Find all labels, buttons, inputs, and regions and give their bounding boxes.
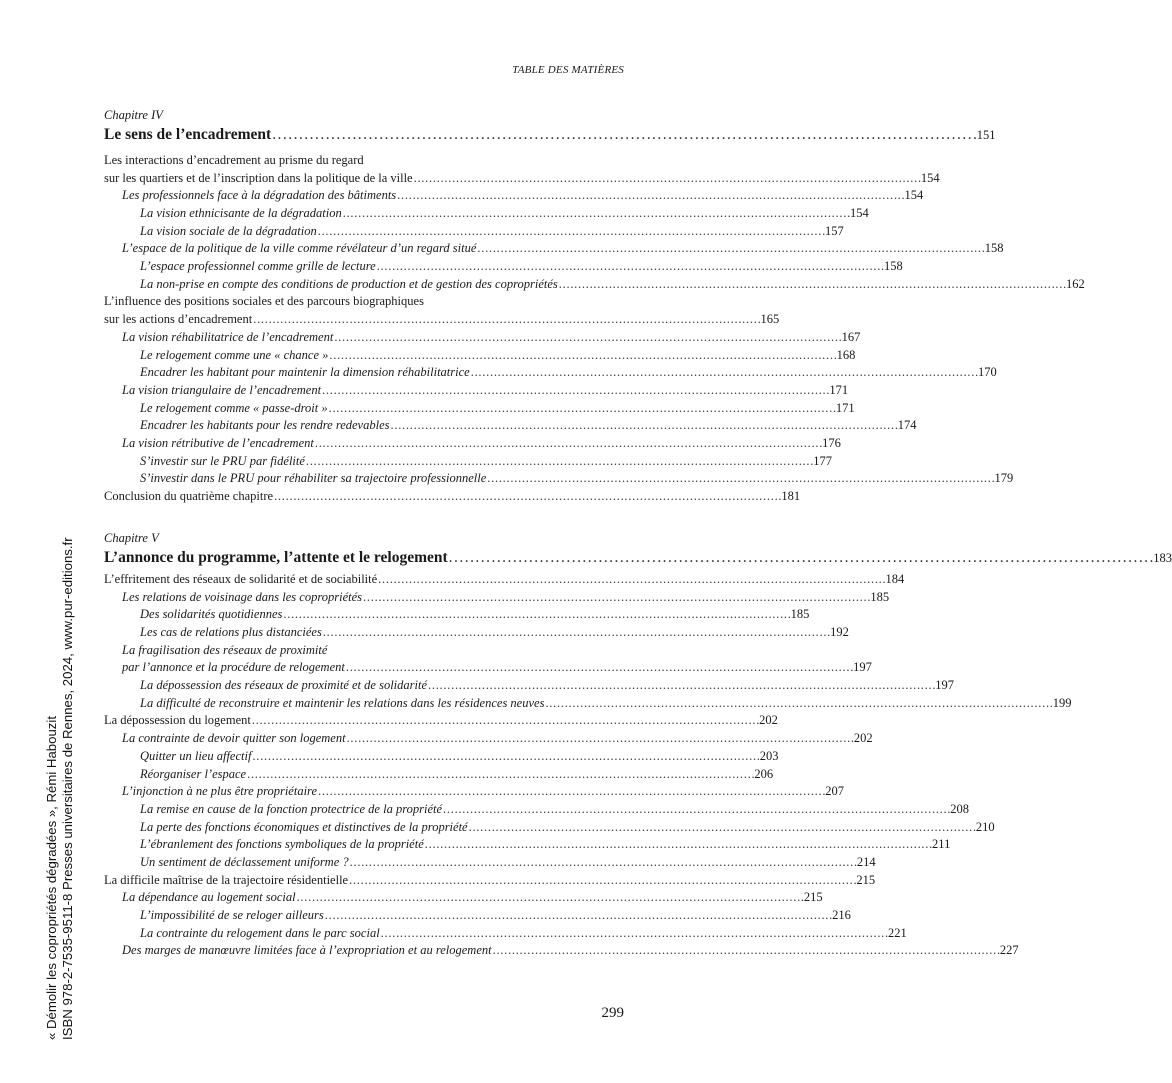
chapter-label: Chapitre V bbox=[104, 531, 159, 545]
toc-page-number: 165 bbox=[760, 312, 780, 327]
toc-entry[interactable]: L’ébranlement des fonctions symboliques de la propriété . . . 211 bbox=[104, 836, 624, 854]
toc-page-number: 168 bbox=[836, 347, 856, 362]
toc-entry[interactable]: Réorganiser l’espace . . . 206 bbox=[104, 766, 624, 784]
toc-entry[interactable]: La contrainte de devoir quitter son logement . . . 202 bbox=[104, 730, 624, 748]
toc-entry[interactable]: L’espace professionnel comme grille de lecture . . . 158 bbox=[104, 258, 624, 276]
chapter-title: L’annonce du programme, l’attente et le relogement . . . 183 bbox=[104, 547, 624, 569]
chapter-title: Le sens de l’encadrement . . . 151 bbox=[104, 124, 624, 146]
toc-page-number: 211 bbox=[932, 837, 951, 852]
toc-page-number: 185 bbox=[870, 589, 890, 604]
toc-entry[interactable]: Encadrer les habitants pour les rendre redevables . . . 174 bbox=[104, 417, 624, 435]
toc-page-number: 210 bbox=[975, 819, 995, 834]
toc-entry-line: Les interactions d’encadrement au prisme du regard bbox=[104, 152, 364, 167]
toc-entry[interactable]: S’investir dans le PRU pour réhabiliter sa trajectoire professionnelle . . . 179 bbox=[104, 470, 624, 488]
toc-entry[interactable]: La vision réhabilitatrice de l’encadrement . . . 167 bbox=[104, 329, 624, 347]
side-note-line-1: « Démolir les copropriétés dégradées », Rémi Habouzit bbox=[44, 716, 59, 1040]
toc-entries bbox=[104, 152, 1085, 506]
toc-page-number: 158 bbox=[984, 241, 1004, 256]
toc-page-number: 154 bbox=[850, 206, 869, 221]
toc-entry[interactable]: sur les actions d’encadrement . . . 165 bbox=[104, 311, 624, 329]
toc-entry[interactable]: La dépossession du logement . . . 202 bbox=[104, 713, 624, 731]
toc-page-number: 154 bbox=[904, 188, 924, 203]
toc-page-number: 206 bbox=[754, 766, 774, 781]
toc-page-number: 199 bbox=[1052, 695, 1072, 710]
toc-page-number: 154 bbox=[920, 170, 940, 185]
toc-page-number: 208 bbox=[950, 801, 970, 816]
toc-entry[interactable]: Des solidarités quotidiennes . . . 185 bbox=[104, 606, 624, 624]
toc-entry[interactable]: La dépendance au logement social . . . 215 bbox=[104, 889, 624, 907]
toc-entry[interactable]: Le relogement comme une « chance » . . . 168 bbox=[104, 347, 624, 365]
toc-entry[interactable]: Encadrer les habitant pour maintenir la dimension réhabilitatrice . . . 170 bbox=[104, 364, 624, 382]
toc-entry[interactable]: La difficulté de reconstruire et maintenir les relations dans les résidences neuves . . . 199 bbox=[104, 695, 624, 713]
toc-entry[interactable]: La remise en cause de la fonction protectrice de la propriété . . . 208 bbox=[104, 801, 624, 819]
chapter-label: Chapitre IV bbox=[104, 108, 163, 122]
page-number: 299 bbox=[601, 1005, 624, 1021]
toc-entry[interactable]: L’impossibilité de se reloger ailleurs . . . 216 bbox=[104, 907, 624, 925]
toc-page-number: 221 bbox=[887, 925, 907, 940]
copyright-side-note bbox=[44, 537, 76, 1040]
running-head: TABLE DES MATIÈRES bbox=[512, 64, 624, 76]
toc-page-number: 214 bbox=[856, 854, 876, 869]
toc-entry[interactable]: La contrainte du relogement dans le parc social . . . 221 bbox=[104, 925, 624, 943]
toc-entry[interactable]: La perte des fonctions économiques et distinctives de la propriété . . . 210 bbox=[104, 819, 624, 837]
toc-entry[interactable]: Un sentiment de déclassement uniforme ? . . . 214 bbox=[104, 854, 624, 872]
toc-entry[interactable]: La vision sociale de la dégradation . . . 157 bbox=[104, 223, 624, 241]
toc-page-number: 158 bbox=[883, 259, 903, 274]
toc-page-number: 227 bbox=[999, 943, 1019, 958]
toc-page-number: 207 bbox=[825, 784, 845, 799]
toc-entry-line: L’influence des positions sociales et des parcours biographiques bbox=[104, 294, 424, 309]
toc-page-number: 181 bbox=[781, 489, 801, 504]
toc-entry[interactable]: Les professionnels face à la dégradation des bâtiments . . . 154 bbox=[104, 187, 624, 205]
chapter-4-section bbox=[104, 106, 1085, 506]
toc-page-number: 185 bbox=[790, 607, 810, 622]
toc-page-number: 171 bbox=[835, 400, 855, 415]
toc-page-number: 170 bbox=[978, 365, 997, 380]
toc-entry[interactable]: Les cas de relations plus distanciées . . . 192 bbox=[104, 624, 624, 642]
toc-entry[interactable]: Les relations de voisinage dans les copropriétés . . . 185 bbox=[104, 589, 624, 607]
toc-entry[interactable]: L’effritement des réseaux de solidarité et de sociabilité . . . 184 bbox=[104, 571, 624, 589]
side-note-line-2: ISBN 978-2-7535-9511-8 Presses universitaires de Rennes, 2024, www.pur-editions.fr bbox=[60, 537, 75, 1040]
toc-page-number: 216 bbox=[832, 908, 851, 923]
toc-entry[interactable]: La dépossession des réseaux de proximité et de solidarité . . . 197 bbox=[104, 677, 624, 695]
toc-page-number: 197 bbox=[853, 660, 872, 675]
toc-page-number: 176 bbox=[822, 435, 841, 450]
toc-page-number: 179 bbox=[994, 471, 1014, 486]
toc-page-number: 202 bbox=[759, 713, 778, 728]
toc-page-number: 171 bbox=[829, 382, 849, 397]
toc-page-number: 177 bbox=[813, 453, 832, 468]
toc-page-number: 184 bbox=[885, 571, 905, 586]
toc-entry[interactable]: La non-prise en compte des conditions de production et de gestion des copropriétés . . . 162 bbox=[104, 276, 624, 294]
toc-entry[interactable]: La vision rétributive de l’encadrement . . . 176 bbox=[104, 435, 624, 453]
toc-entry[interactable]: L’espace de la politique de la ville comme révélateur d’un regard situé . . . 158 bbox=[104, 240, 624, 258]
toc-entry[interactable]: Quitter un lieu affectif . . . 203 bbox=[104, 748, 624, 766]
toc-entry[interactable]: Des marges de manœuvre limitées face à l’expropriation et au relogement . . . 227 bbox=[104, 942, 624, 960]
toc-entry[interactable]: L’injonction à ne plus être propriétaire . . . 207 bbox=[104, 783, 624, 801]
toc-page-number: 197 bbox=[935, 678, 955, 693]
toc-page-number: 215 bbox=[803, 890, 823, 905]
toc-entry[interactable]: Le relogement comme « passe-droit » . . . 171 bbox=[104, 400, 624, 418]
toc-page-number: 167 bbox=[841, 329, 861, 344]
toc-entries bbox=[104, 571, 1072, 960]
toc-entry-line: La fragilisation des réseaux de proximité bbox=[122, 642, 328, 657]
toc-entry[interactable]: par l’annonce et la procédure de relogement . . . 197 bbox=[104, 659, 624, 677]
toc-page-number: 157 bbox=[825, 223, 844, 238]
toc-entry[interactable]: Conclusion du quatrième chapitre . . . 181 bbox=[104, 488, 624, 506]
toc-page-number: 192 bbox=[830, 625, 849, 640]
chapter-5-section bbox=[104, 529, 1172, 960]
toc-entry[interactable]: La vision triangulaire de l’encadrement . . . 171 bbox=[104, 382, 624, 400]
toc-page-number: 203 bbox=[759, 748, 779, 763]
toc-entry[interactable]: La difficile maîtrise de la trajectoire résidentielle . . . 215 bbox=[104, 872, 624, 890]
toc-entry[interactable]: S’investir sur le PRU par fidélité . . . 177 bbox=[104, 453, 624, 471]
toc-page-number: 162 bbox=[1066, 276, 1085, 291]
toc-entry[interactable]: La vision ethnicisante de la dégradation . . . 154 bbox=[104, 205, 624, 223]
toc-page-number: 215 bbox=[856, 872, 876, 887]
toc-page-number: 174 bbox=[897, 418, 917, 433]
toc-entry[interactable]: sur les quartiers et de l’inscription dans la politique de la ville . . . 154 bbox=[104, 170, 624, 188]
toc-page-number: 202 bbox=[853, 731, 873, 746]
